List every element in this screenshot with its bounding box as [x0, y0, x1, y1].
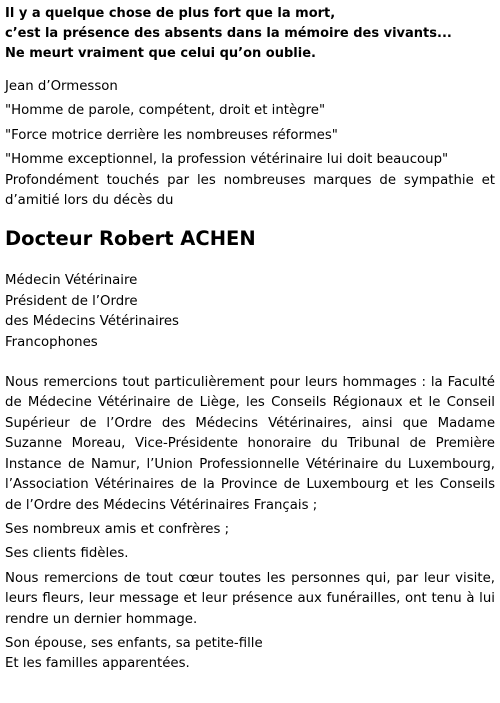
- thanks: [5, 373, 495, 630]
- epigraph-author: Jean d’Ormesson: [5, 79, 118, 94]
- epigraph-line: c’est la présence des absents dans la mémoire des vivants...: [5, 26, 452, 41]
- family-line: Son épouse, ses enfants, sa petite-fille: [5, 635, 263, 651]
- thanks-paragraph: Ses clients fidèles.: [5, 546, 129, 562]
- title-line: Médecin Vétérinaire: [5, 273, 138, 289]
- title-line: Francophones: [5, 334, 98, 350]
- thanks-paragraph: Nous remercions de tout cœur toutes les personnes qui, par leur visite, leurs fleurs, leur message et leur présence aux funérailles, ont tenu à lui rendre un dernier hommage.: [5, 570, 495, 627]
- title-line: Président de l’Ordre: [5, 293, 138, 309]
- obituary-notice: [5, 0, 495, 675]
- tribute-quote: "Homme de parole, compétent, droit et intègre": [5, 103, 326, 119]
- epigraph-line: Il y a quelque chose de plus fort que la mort,: [5, 6, 336, 21]
- family-signature: [5, 634, 495, 675]
- tributes: [5, 101, 495, 170]
- deceased-name: Docteur Robert ACHEN: [5, 227, 256, 251]
- thanks-paragraph: Ses nombreux amis et confrères ;: [5, 521, 230, 537]
- titles: [5, 271, 495, 353]
- tribute-quote: "Homme exceptionnel, la profession vétérinaire lui doit beaucoup": [5, 152, 449, 168]
- intro-text: Profondément touchés par les nombreuses marques de sympathie et d’amitié lors du décès du: [5, 172, 495, 209]
- epigraph-line: Ne meurt vraiment que celui qu’on oublie.: [5, 46, 316, 61]
- family-line: Et les familles apparentées.: [5, 656, 190, 672]
- epigraph: [5, 4, 495, 64]
- thanks-paragraph: Nous remercions tout particulièrement pour leurs hommages : la Faculté de Médecine Vétérinaire de Liège, les Conseils Régionaux et le Conseil Supérieur de l’Ordre des Médecins Vétérinaires, ainsi que Madame Suzanne Moreau, Vice-Présidente honoraire du Tribunal de Première Instance de Namur, l’Union Professionnelle Vétérinaire du Luxembourg, l’Association Vétérinaires de la Province de Luxembourg et les Conseils de l’Ordre des Médecins Vétérinaires Français ;: [5, 375, 495, 513]
- tribute-quote: "Force motrice derrière les nombreuses réformes": [5, 127, 338, 143]
- title-line: des Médecins Vétérinaires: [5, 314, 179, 330]
